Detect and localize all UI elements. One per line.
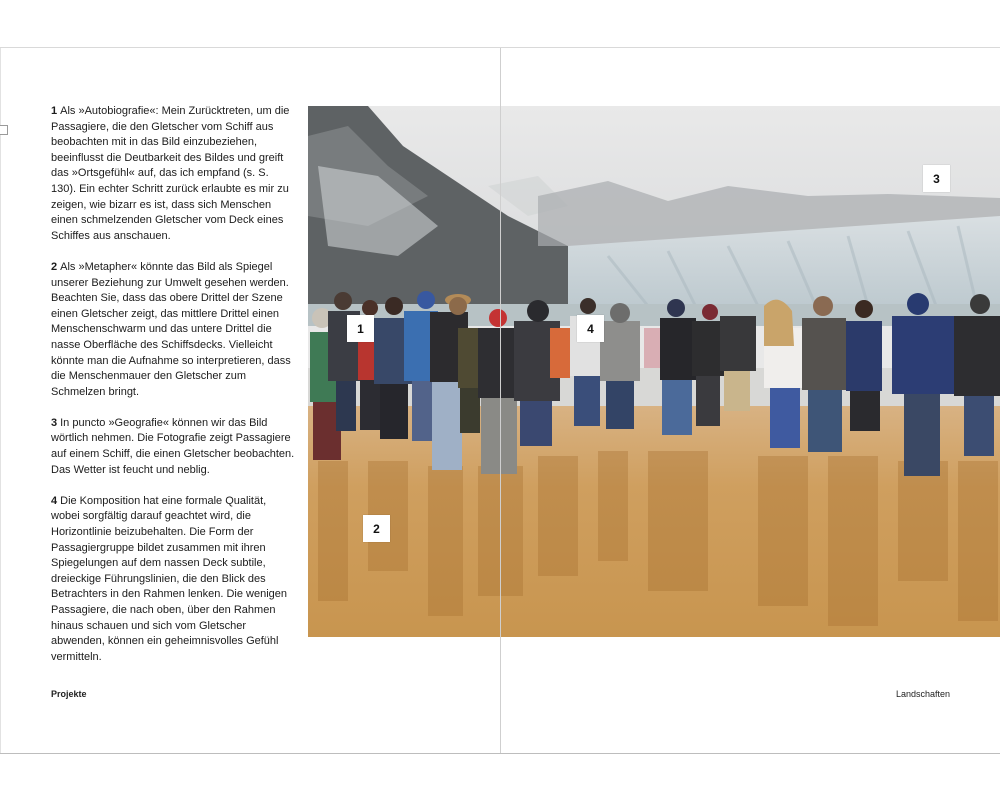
photo-marker-2: 2 [363, 515, 390, 542]
paragraph-number: 3 [51, 416, 58, 429]
photo-marker-4: 4 [577, 315, 604, 342]
paragraph-number: 1 [51, 105, 58, 117]
paragraph-1 [51, 104, 296, 244]
paragraph-text: Als »Autobiografie«: Mein Zurücktreten, um die Passagiere, die den Gletscher vom Schiff aus beobachten mit in das Bild einzubeziehen, beeinflusst die Deutbarkeit des Bildes und greift das »Ortsgefühl« auf, das ich empfand (s. S. 130). Ein echter Schritt zurück erlaubte es mir zu zeigen, wie bizarr es ist, dass sich Menschen einen schmelzenden Gletscher vom Deck eines Schiffes aus anschauen. [51, 105, 290, 242]
page-corner-mark [0, 125, 8, 135]
footer-section-right: Landschaften [895, 689, 950, 699]
paragraph-number: 4 [51, 494, 58, 507]
footer-section-left: Projekte [51, 689, 87, 699]
paragraph-text: Als »Metapher« könnte das Bild als Spiegel unserer Beziehung zur Umwelt gesehen werden. Beachten Sie, dass das obere Drittel der Szene einen Gletscher zeigt, das mittlere Drittel einen Menschenschwarm und das untere Drittel die nasse Oberfläche des Schiffsdecks. Vielleicht könnte man die Aufnahme so interpretieren, dass die Menschenmauer den Gletscher zum Schmelzen bringt. [51, 260, 291, 398]
paragraph-number: 2 [51, 260, 58, 273]
photo-marker-1: 1 [347, 315, 374, 342]
paragraph-3 [51, 416, 296, 478]
book-spread [0, 47, 1000, 754]
text-column [51, 104, 296, 681]
photo-marker-3: 3 [923, 165, 950, 192]
photo-illustration [308, 106, 1000, 637]
glacier-passengers-photo [308, 106, 1000, 637]
paragraph-text: In puncto »Geografie« können wir das Bild wörtlich nehmen. Die Fotografie zeigt Passagiere auf einem Schiff, die einen Gletscher beobachten. Das Wetter ist feucht und neblig. [51, 416, 295, 476]
spread-gutter [500, 48, 501, 753]
paragraph-2 [51, 260, 296, 400]
paragraph-text: Die Komposition hat eine formale Qualität, wobei sorgfältig darauf geachtet wird, die Horizontlinie beizubehalten. Die Form der Passagiergruppe bildet zusammen mit ihren Spiegelungen auf dem nassen Deck subtile, dreieckige Führungslinien, die den Blick des Betrachters in den Rahmen lenken. Die wenigen Passagiere, die nach oben, über den Rahmen hinaus schauen und sich vom Gletscher abwenden, können ein geheimnisvolles Gefühl vermitteln. [51, 494, 288, 663]
paragraph-4 [51, 494, 296, 666]
page-edge [0, 48, 1, 753]
